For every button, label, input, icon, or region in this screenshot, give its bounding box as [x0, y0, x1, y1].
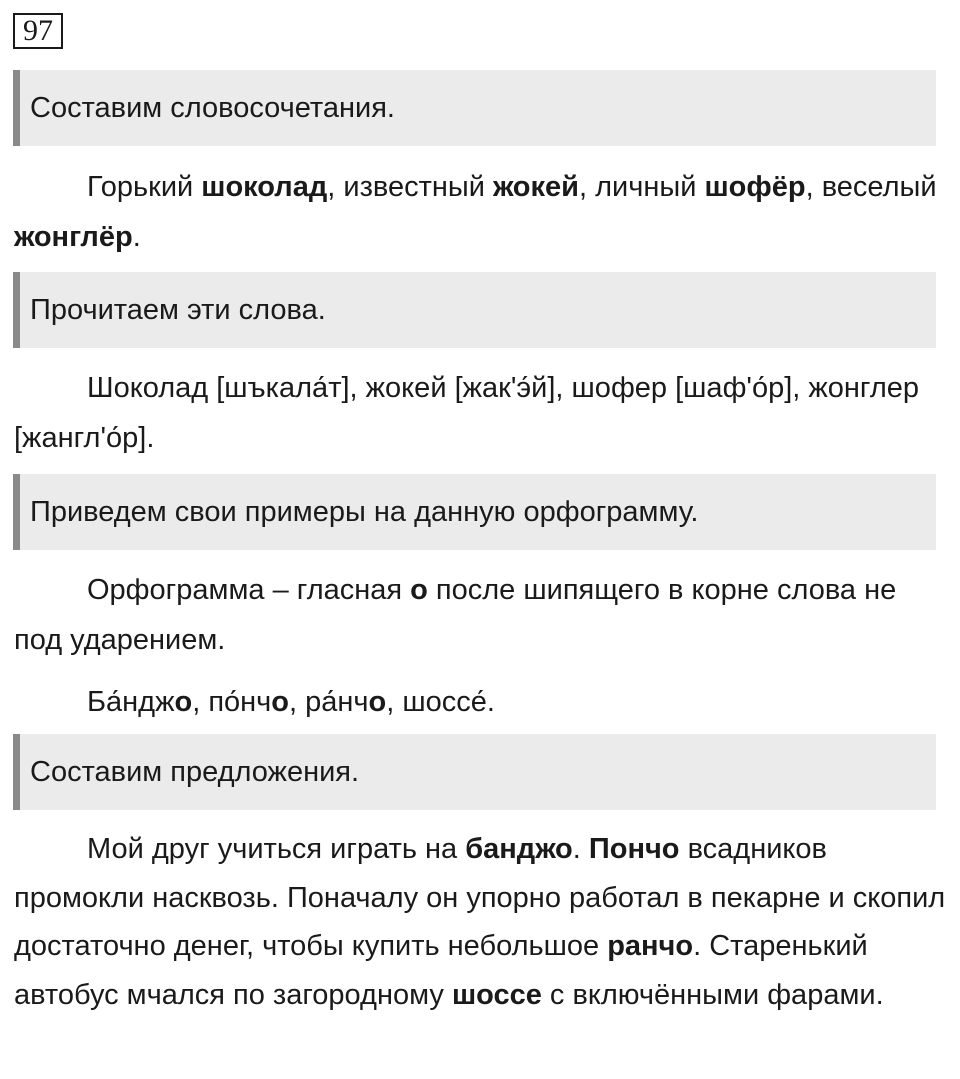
example-bold-letter: о [368, 686, 387, 718]
example-word: , по́нч [192, 686, 272, 718]
answer-1-text: Горький [87, 171, 202, 203]
answer-4-bold-word: Пончо [588, 833, 680, 865]
answer-1-bold-word: жокей [492, 171, 579, 203]
example-bold-letter: о [174, 686, 193, 718]
answer-1-bold-word: жонглёр [14, 221, 133, 253]
examples-line [14, 677, 949, 727]
answer-1-text: , веселый [805, 171, 937, 203]
example-word: , ра́нч [289, 686, 369, 718]
answer-3-bold-letter: о [410, 574, 428, 606]
answer-1-text: . [132, 221, 141, 253]
answer-4-bold-word: ранчо [607, 930, 694, 962]
answer-4-text: . [572, 833, 589, 865]
answer-4-bold-word: банджо [465, 833, 573, 865]
task-heading-2: Прочитаем эти слова. [13, 272, 936, 348]
answer-1-text: , известный [327, 171, 493, 203]
answer-1-bold-word: шоколад [201, 171, 328, 203]
answer-4 [14, 825, 949, 1019]
answer-3-text: Орфограмма – гласная [87, 574, 411, 606]
example-bold-letter: о [271, 686, 290, 718]
task-heading-1: Составим словосочетания. [13, 70, 936, 146]
answer-1-text: , личный [579, 171, 705, 203]
answer-4-text: всадников промокли насквозь. Поначалу он упорно работал в пекарне и скопил достаточно денег, чтобы купить небольшое [14, 833, 946, 962]
answer-2: Шоколад [шъкала́т], жокей [жак'э́й], шофер [шаф'о́р], жонглер [жангл'о́р]. [14, 372, 920, 454]
task-heading-3: Приведем свои примеры на данную орфограмму. [13, 474, 936, 550]
answer-1-bold-word: шофёр [704, 171, 806, 203]
example-word: , шоссе́. [386, 686, 495, 718]
answer-1 [14, 162, 949, 262]
answer-4-text: Мой друг учиться играть на [87, 833, 466, 865]
answer-3-text: после шипящего в корне слова не под ударением. [14, 574, 897, 656]
answer-4-text: . Старенький автобус мчался по загородному [14, 930, 868, 1011]
answer-4-bold-word: шоссе [451, 978, 542, 1011]
exercise-number: 97 [13, 13, 63, 49]
answer-4-text: с включёнными фарами. [541, 978, 884, 1011]
answer-3 [14, 565, 949, 665]
task-heading-4: Составим предложения. [13, 734, 936, 810]
example-word: Ба́ндж [87, 686, 175, 718]
